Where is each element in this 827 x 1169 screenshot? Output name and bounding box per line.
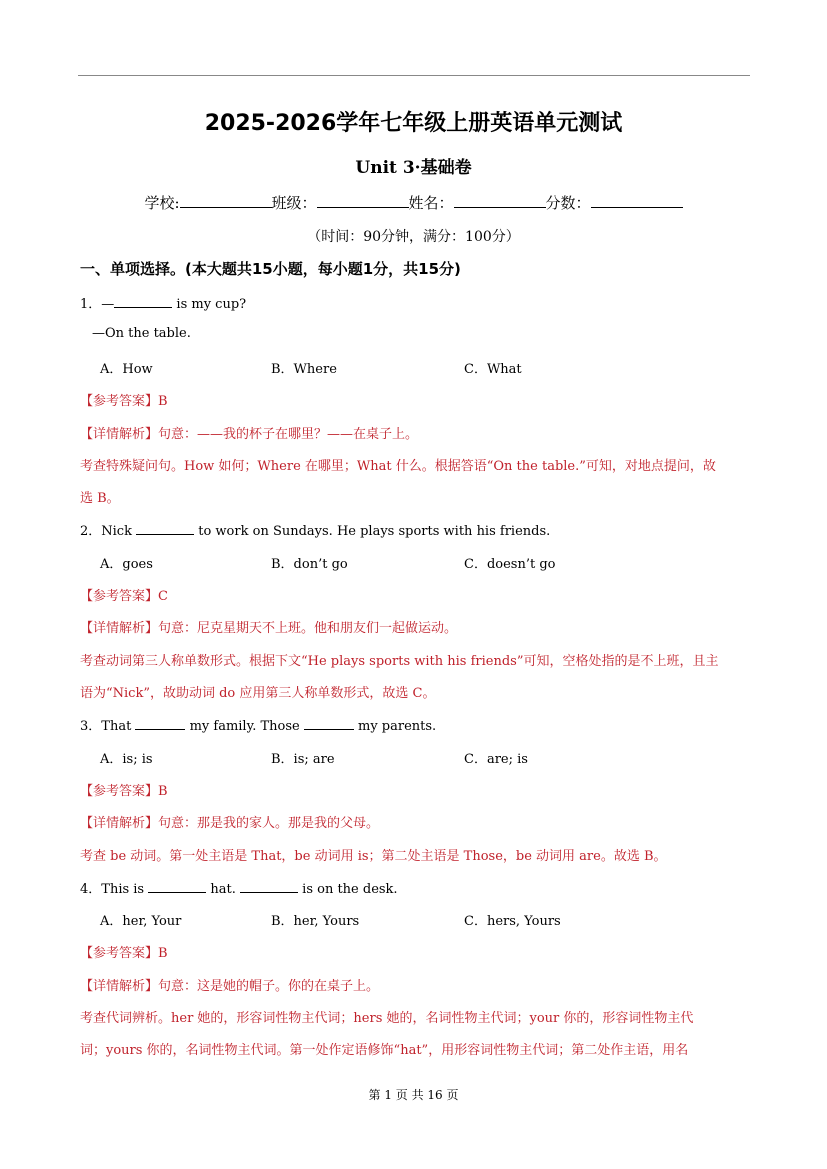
question-4-option-c: C．hers, Yours [464, 914, 561, 929]
question-2-translation [80, 617, 457, 636]
analysis-label: 【详情解析】 [80, 427, 159, 442]
answer-label: 【参考答案】 [80, 589, 159, 604]
school-label: 学校: [144, 194, 180, 212]
question-4-translation [80, 975, 379, 994]
translation-text: 句意：这是她的帽子。你的在桌子上。 [158, 979, 380, 994]
class-label: 班级： [271, 194, 317, 212]
class-blank [317, 195, 409, 208]
time-info: （时间：90分钟，满分：100分） [307, 229, 520, 245]
analysis-label: 【详情解析】 [80, 621, 159, 636]
translation-text: 句意：尼克星期天不上班。他和朋友们一起做运动。 [158, 621, 458, 636]
question-3-option-c: C．are; is [464, 752, 528, 767]
answer-value: C [158, 589, 168, 604]
question-4-answer [80, 942, 168, 961]
question-2-pre: 2．Nick [80, 524, 132, 539]
answer-blank [114, 297, 172, 308]
score-label: 分数： [545, 194, 591, 212]
question-4-pre: 4．This is [80, 882, 145, 897]
answer-blank [136, 524, 194, 535]
question-1-option-a: A．How [100, 362, 153, 377]
answer-value: B [158, 394, 168, 409]
question-4-explanation-line-2: 词；yours 你的，名词性物主代词。第一处作定语修饰“hat”，用形容词性物主代词；第二处作主语，用名 [80, 1043, 689, 1058]
question-2-explanation-line-2: 语为“Nick”，故助动词 do 应用第三人称单数形式，故选 C。 [80, 686, 436, 701]
student-info-fields [0, 192, 827, 213]
question-1-post: is my cup? [176, 297, 247, 312]
header-rule [78, 75, 750, 76]
answer-label: 【参考答案】 [80, 394, 159, 409]
answer-value: B [158, 784, 168, 799]
answer-value: B [158, 946, 168, 961]
answer-label: 【参考答案】 [80, 784, 159, 799]
question-4-post: is on the desk. [302, 882, 398, 897]
school-blank [180, 195, 272, 208]
question-1-option-b: B．Where [271, 362, 337, 377]
question-3-pre: 3．That [80, 719, 132, 734]
question-1-answer [80, 390, 168, 409]
page-footer: 第 1 页 共 16 页 [368, 1088, 459, 1102]
answer-label: 【参考答案】 [80, 946, 159, 961]
section-title: 一、单项选择。(本大题共15小题，每小题1分，共15分) [80, 260, 461, 278]
name-blank [454, 195, 546, 208]
question-1 [80, 293, 246, 312]
question-1-explanation-line-2: 选 B。 [80, 491, 120, 506]
question-1-option-c: C．What [464, 362, 522, 377]
score-blank [591, 195, 683, 208]
question-3-answer [80, 780, 168, 799]
answer-blank [148, 882, 206, 893]
question-4-option-a: A．her, Your [100, 914, 182, 929]
question-3-option-b: B．is; are [271, 752, 335, 767]
question-3-translation [80, 812, 379, 831]
page-title: 2025-2026学年七年级上册英语单元测试 [204, 111, 623, 136]
question-4-explanation-line-1: 考查代词辨析。her 她的，形容词性物主代词；hers 她的，名词性物主代词；your 你的，形容词性物主代 [80, 1011, 694, 1026]
analysis-label: 【详情解析】 [80, 816, 159, 831]
question-4-mid: hat. [210, 882, 236, 897]
question-1-pre: 1．— [80, 297, 115, 312]
name-label: 姓名： [408, 194, 454, 212]
question-3-option-a: A．is; is [100, 752, 153, 767]
question-3-post: my parents. [358, 719, 437, 734]
translation-text: 句意：——我的杯子在哪里？——在桌子上。 [158, 427, 419, 442]
question-2 [80, 520, 550, 539]
question-4-option-b: B．her, Yours [271, 914, 360, 929]
question-2-post: to work on Sundays. He plays sports with his friends. [198, 524, 551, 539]
question-2-answer [80, 585, 168, 604]
question-3 [80, 715, 436, 734]
question-1-translation [80, 423, 418, 442]
translation-text: 句意：那是我的家人。那是我的父母。 [158, 816, 380, 831]
question-1-explanation-line-1: 考查特殊疑问句。How 如何；Where 在哪里；What 什么。根据答语“On the table.”可知，对地点提问，故 [80, 459, 716, 474]
question-3-explanation-line-1: 考查 be 动词。第一处主语是 That，be 动词用 is；第二处主语是 Those，be 动词用 are。故选 B。 [80, 849, 667, 864]
question-2-option-c: C．doesn’t go [464, 557, 556, 572]
question-2-explanation-line-1: 考查动词第三人称单数形式。根据下文“He plays sports with his friends”可知，空格处指的是不上班，且主 [80, 654, 719, 669]
analysis-label: 【详情解析】 [80, 979, 159, 994]
question-2-option-a: A．goes [100, 557, 153, 572]
answer-blank [304, 719, 354, 730]
question-3-mid: my family. Those [189, 719, 300, 734]
question-2-option-b: B．don’t go [271, 557, 348, 572]
question-1-reply: —On the table. [92, 326, 191, 341]
answer-blank [135, 719, 185, 730]
page-subtitle: Unit 3·基础卷 [355, 158, 472, 178]
answer-blank [240, 882, 298, 893]
question-4 [80, 878, 398, 897]
